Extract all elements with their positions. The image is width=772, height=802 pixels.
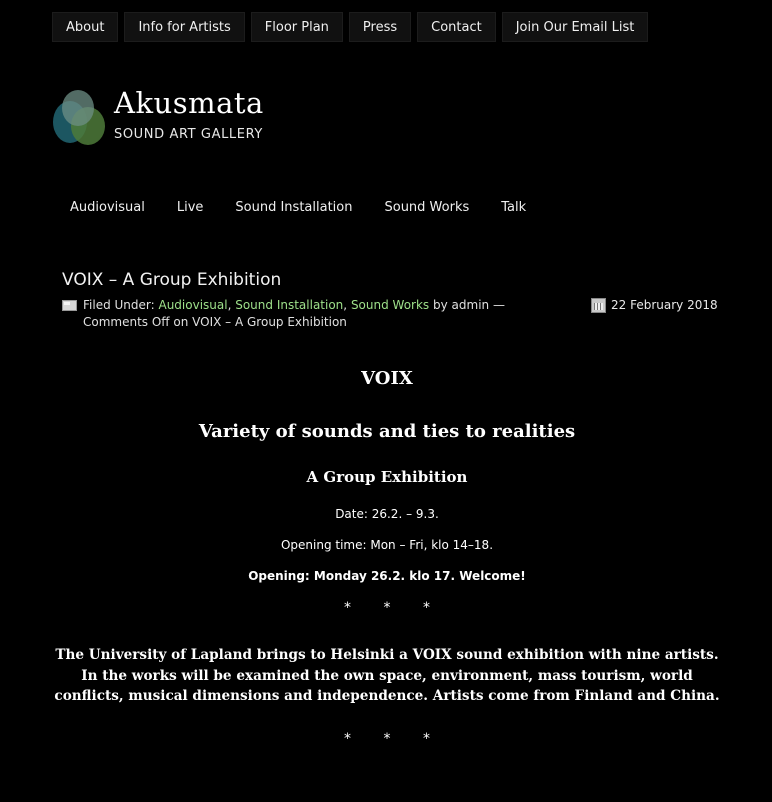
separator-2: * * * [344, 730, 444, 747]
post-date [591, 297, 718, 314]
content-heading: VOIX [361, 368, 413, 389]
nav-press[interactable]: Press [349, 12, 411, 42]
site-logo-icon[interactable] [52, 88, 108, 146]
post-content [52, 366, 722, 748]
category-sound-works[interactable]: Sound Works [384, 200, 470, 215]
category-navigation [54, 199, 542, 217]
meta-category-audiovisual[interactable]: Audiovisual [158, 298, 228, 312]
content-exhibition-label: A Group Exhibition [306, 468, 468, 486]
folder-icon [62, 300, 77, 311]
exhibition-date: Date: 26.2. – 9.3. [335, 507, 439, 521]
separator: * * * [344, 600, 444, 616]
opening-time: Opening time: Mon – Fri, klo 14–18. [280, 538, 494, 552]
content-subheading: Variety of sounds and ties to realities [198, 421, 576, 442]
post-date-text: 22 February 2018 [611, 298, 718, 312]
post-author: admin [451, 298, 490, 312]
opening-announcement: Opening: Monday 26.2. klo 17. Welcome! [248, 569, 526, 583]
nav-info-for-artists[interactable]: Info for Artists [124, 12, 244, 42]
site-tagline: SOUND ART GALLERY [114, 127, 263, 142]
nav-contact[interactable]: Contact [417, 12, 496, 42]
nav-about[interactable]: About [52, 12, 118, 42]
category-talk[interactable]: Talk [501, 200, 527, 215]
filed-under-label: Filed Under: [83, 298, 159, 312]
top-navigation [52, 12, 648, 42]
nav-join-email-list[interactable]: Join Our Email List [502, 12, 649, 42]
meta-category-sound-works[interactable]: Sound Works [350, 298, 430, 312]
category-audiovisual[interactable]: Audiovisual [70, 200, 145, 215]
site-title[interactable]: Akusmata [114, 86, 264, 120]
post-title[interactable]: VOIX – A Group Exhibition [62, 270, 282, 290]
comments-status: — Comments Off on VOIX – A Group Exhibition [83, 298, 505, 329]
nav-floor-plan[interactable]: Floor Plan [251, 12, 343, 42]
category-sound-installation[interactable]: Sound Installation [235, 200, 353, 215]
meta-category-sound-installation[interactable]: Sound Installation [235, 298, 344, 312]
calendar-icon [591, 298, 606, 313]
intro-paragraph: The University of Lapland brings to Helsinki a VOIX sound exhibition with nine artists. In the works will be examined the own space, environment, mass tourism, world conflicts, musical dimensions and independence. Artists come from Finland and China. [54, 647, 720, 704]
post-meta: Filed Under: Audiovisual, Sound Installation, Sound Works by admin — Comments Off on VOIX – A Group Exhibition [62, 297, 562, 331]
logo-circle-grey [62, 90, 94, 126]
by-label: by [429, 298, 452, 312]
category-live[interactable]: Live [176, 200, 204, 215]
